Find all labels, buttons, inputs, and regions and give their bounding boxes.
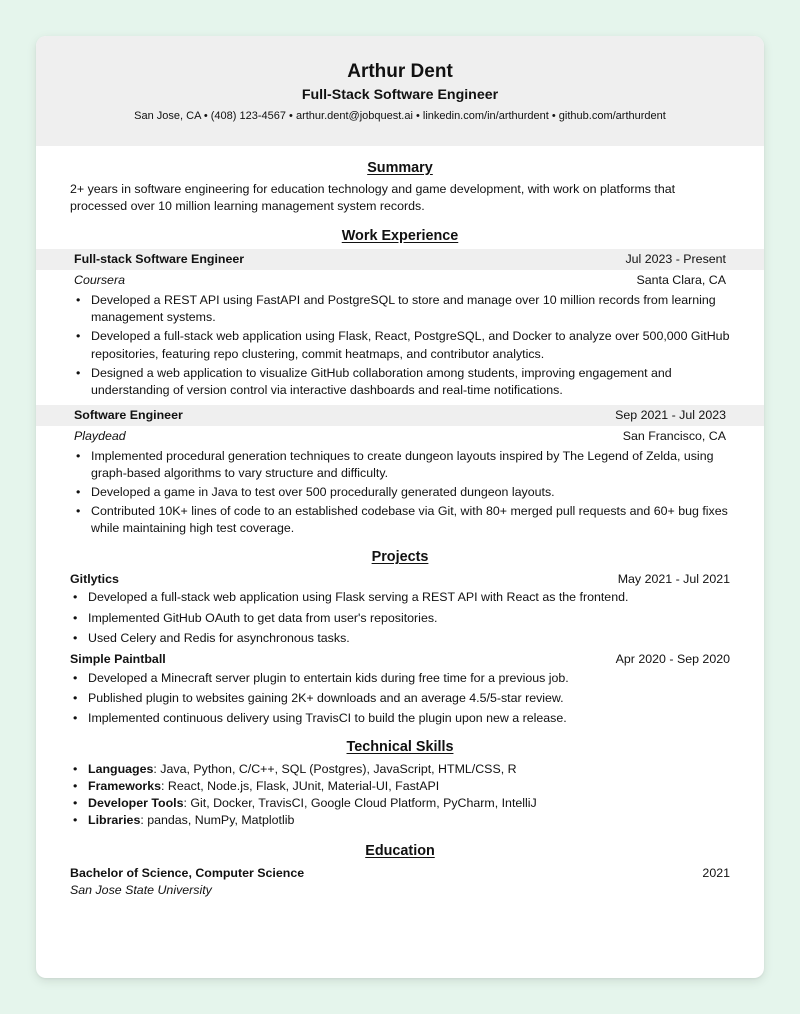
project-header — [36, 569, 764, 589]
list-item: • Implemented procedural generation techniques to create dungeon layouts inspired by The Legend of Zelda, using graph-based algorithms to vary structure and difficulty. — [91, 448, 730, 482]
graduation-year: 2021 — [702, 866, 730, 881]
list-item: • Developed a full-stack web application using Flask serving a REST API with React as the frontend. — [88, 589, 730, 606]
skills-heading: Technical Skills — [346, 739, 454, 756]
list-item: • Used Celery and Redis for asynchronous tasks. — [88, 630, 730, 647]
project-entry — [36, 569, 764, 646]
experience-section — [36, 226, 764, 537]
project-bullets — [36, 670, 764, 727]
resume-header — [36, 36, 764, 146]
list-item: • Implemented GitHub OAuth to get data from user's repositories. — [88, 610, 730, 627]
job-bullets — [36, 448, 764, 538]
job-company-row — [36, 270, 764, 291]
project-name: Simple Paintball — [70, 652, 166, 667]
degree: Bachelor of Science, Computer Science — [70, 866, 305, 881]
list-item: • Designed a web application to visualize GitHub collaboration among students, improving engagement and understanding of version control via interactive dashboards and real-time notifications. — [91, 365, 730, 399]
list-item: • Developed a Minecraft server plugin to entertain kids during free time for a previous job. — [88, 670, 730, 687]
project-dates: Apr 2020 - Sep 2020 — [615, 652, 730, 667]
list-item: • Developed a full-stack web application using Flask, React, PostgreSQL, and Docker to analyze over 500,000 GitHub repositories, featuring repo clustering, commit heatmaps, and contributor analytics. — [91, 328, 730, 362]
candidate-name: Arthur Dent — [347, 61, 453, 82]
job-company: Coursera — [74, 273, 125, 288]
skill-item — [88, 761, 730, 778]
skill-label: Languages — [88, 762, 154, 777]
skill-item — [88, 812, 730, 829]
skill-label: Frameworks — [88, 779, 162, 794]
job-company-row — [36, 426, 764, 447]
project-bullets — [36, 589, 764, 646]
job-entry — [36, 405, 764, 538]
resume-card — [36, 36, 764, 978]
education-section — [36, 841, 764, 899]
job-location: San Francisco, CA — [622, 428, 726, 443]
job-dates: Sep 2021 - Jul 2023 — [615, 407, 726, 422]
skill-label: Developer Tools — [88, 796, 184, 811]
skills-list — [36, 761, 764, 829]
school-name: San Jose State University — [70, 883, 212, 898]
list-item: • Published plugin to websites gaining 2K+ downloads and an average 4.5/5-star review. — [88, 690, 730, 707]
job-title: Software Engineer — [74, 407, 183, 422]
skill-value: : Git, Docker, TravisCI, Google Cloud Platform, PyCharm, IntelliJ — [183, 796, 537, 811]
skill-label: Libraries — [88, 813, 141, 828]
list-item: • Contributed 10K+ lines of code to an established codebase via Git, with 80+ merged pull requests and 60+ bug fixes while maintaining high test coverage. — [91, 503, 730, 537]
job-header — [36, 405, 764, 426]
summary-heading: Summary — [367, 160, 433, 176]
job-entry — [36, 249, 764, 399]
skill-item — [88, 795, 730, 812]
summary-text: 2+ years in software engineering for education technology and game development, with work on platforms that processed over 10 million learning management system records. — [70, 182, 676, 214]
job-location: Santa Clara, CA — [636, 273, 726, 288]
job-dates: Jul 2023 - Present — [625, 252, 726, 267]
skill-item — [88, 778, 730, 795]
job-bullets — [36, 292, 764, 399]
education-heading: Education — [365, 843, 435, 860]
experience-heading: Work Experience — [341, 228, 459, 245]
project-name: Gitlytics — [70, 571, 119, 586]
education-header — [36, 865, 764, 882]
list-item: • Developed a game in Java to test over 500 procedurally generated dungeon layouts. — [91, 484, 730, 501]
candidate-title: Full-Stack Software Engineer — [301, 87, 499, 103]
summary-section — [36, 158, 764, 215]
job-header — [36, 249, 764, 270]
job-company: Playdead — [74, 428, 126, 443]
contact-line: San Jose, CA • (408) 123-4567 • arthur.dent@jobquest.ai • linkedin.com/in/arthurdent • github.com/arthurdent — [134, 110, 666, 122]
project-dates: May 2021 - Jul 2021 — [617, 571, 730, 586]
skill-value: : Java, Python, C/C++, SQL (Postgres), JavaScript, HTML/CSS, R — [153, 762, 517, 777]
job-title: Full-stack Software Engineer — [74, 252, 245, 267]
skill-value: : React, Node.js, Flask, JUnit, Material-UI, FastAPI — [161, 779, 440, 794]
projects-section — [36, 547, 764, 727]
list-item: • Implemented continuous delivery using TravisCI to build the plugin upon new a release. — [88, 710, 730, 727]
project-entry — [36, 650, 764, 727]
projects-heading: Projects — [371, 549, 429, 566]
skill-value: : pandas, NumPy, Matplotlib — [140, 813, 295, 828]
project-header — [36, 650, 764, 670]
list-item: • Developed a REST API using FastAPI and PostgreSQL to store and manage over 10 million records from learning management systems. — [91, 292, 730, 326]
skills-section — [36, 737, 764, 829]
